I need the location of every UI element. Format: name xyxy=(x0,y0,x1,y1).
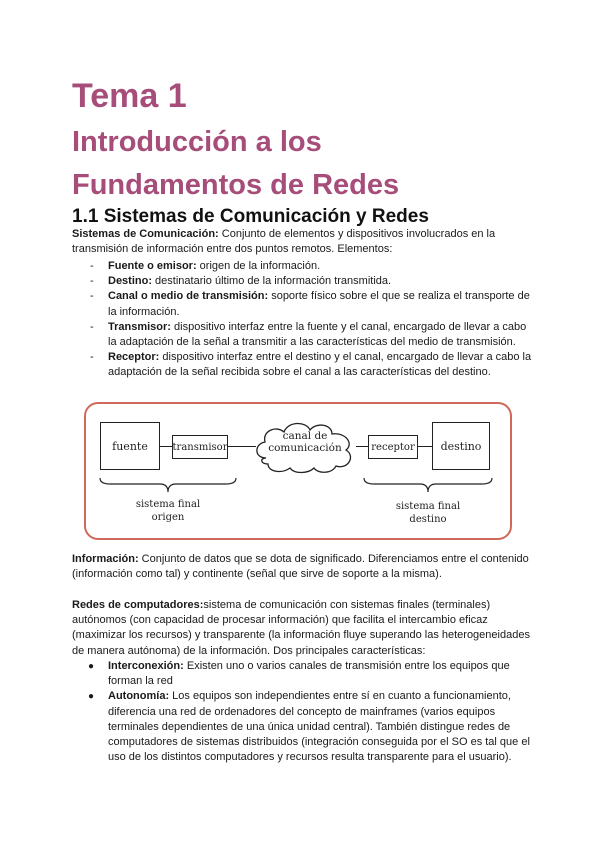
element-term: Fuente o emisor: xyxy=(108,260,197,272)
feature-term: Interconexión: xyxy=(108,660,184,672)
elements-list xyxy=(72,259,532,381)
canal-line-1: canal de xyxy=(282,430,328,442)
destino-brace-icon xyxy=(362,476,494,496)
redes-term: Redes de computadores: xyxy=(72,599,204,611)
bullet-marker: ● xyxy=(88,691,95,703)
destino-line-2: destino xyxy=(409,514,447,525)
destino-caption xyxy=(388,500,468,526)
dash-marker: - xyxy=(90,290,94,303)
transmisor-box xyxy=(172,435,228,459)
transmisor-label: transmisor xyxy=(172,441,228,453)
document-title: Tema 1 xyxy=(72,77,187,115)
element-term: Canal o medio de transmisión: xyxy=(108,290,269,303)
document-subtitle xyxy=(72,121,532,207)
list-item xyxy=(72,274,532,289)
informacion-text: Conjunto de datos que se dota de significado. Diferenciamos entre el contenido (información como tal) y continente (señal que sirve de soporte a la misma). xyxy=(72,553,529,581)
element-text: soporte físico sobre el que se realiza el transporte de la información. xyxy=(108,290,530,318)
origen-brace-icon xyxy=(98,476,238,496)
list-item xyxy=(72,289,532,319)
destino-box xyxy=(432,422,490,470)
sistemas-term: Sistemas de Comunicación: xyxy=(72,228,219,240)
subtitle-line-1: Introducción a los xyxy=(72,126,322,158)
feature-text: Existen uno o varios canales de transmisión entre los equipos que forman la red xyxy=(108,660,510,688)
dash-marker: - xyxy=(90,260,94,272)
dash-marker: - xyxy=(90,351,94,364)
element-text: dispositivo interfaz entre la fuente y el canal, encargado de llevar a cabo la adaptación de la señal a transmitir a las características del medio de transmisión. xyxy=(108,320,527,349)
section-heading: 1.1 Sistemas de Comunicación y Redes xyxy=(72,206,429,227)
sistemas-paragraph xyxy=(72,227,532,257)
origen-line-1: sistema final xyxy=(135,499,201,510)
list-item xyxy=(72,659,532,689)
informacion-term: Información: xyxy=(72,553,139,565)
element-term: Receptor: xyxy=(108,351,160,364)
fuente-box xyxy=(100,422,160,470)
element-text: dispositivo interfaz entre el destino y el canal, encargado de llevar a cabo la adaptación de la señal recibida sobre el canal a las características del destino. xyxy=(108,351,532,379)
feature-text: Los equipos son independientes entre sí en cuanto a funcionamiento, diferencia una red de ordenadores del concepto de mainframes (varios equipos terminales dependientes de una única unidad central). También distingue redes de computadores de sistemas distribuidos (integración conseguida por el SO es tal que el uso de los distintos computadores y recursos resulta transparente para el usuario). xyxy=(108,690,530,764)
dash-marker: - xyxy=(90,320,94,333)
element-text: destinatario último de la información transmitida. xyxy=(152,275,392,288)
canal-label xyxy=(264,430,346,454)
list-item xyxy=(72,689,532,765)
fuente-label: fuente xyxy=(112,439,148,453)
redes-text: sistema de comunicación con sistemas finales (terminales) autónomos (con capacidad de procesar información) que facilita el intercambio eficaz (maximizar los recursos) y transparente (la información fluye superando las heterogeneidades de manera autónoma) de la información. Dos principales características: xyxy=(72,599,530,657)
dash-marker: - xyxy=(90,275,94,288)
list-item xyxy=(72,259,532,274)
list-item xyxy=(72,320,532,350)
destino-line-1: sistema final xyxy=(395,501,461,512)
bullet-marker: ● xyxy=(88,661,95,672)
canal-line-2: comunicación xyxy=(268,442,342,454)
receptor-label: receptor xyxy=(371,441,415,453)
list-item xyxy=(72,350,532,380)
features-list xyxy=(72,659,532,765)
connector-line xyxy=(356,446,368,447)
informacion-paragraph xyxy=(72,552,532,582)
element-term: Destino: xyxy=(108,275,152,288)
origen-line-2: origen xyxy=(151,512,185,523)
connector-line xyxy=(160,446,172,447)
sistemas-text: Conjunto de elementos y dispositivos involucrados en la transmisión de información entre dos puntos remotos. Elementos: xyxy=(72,228,496,256)
subtitle-line-2: Fundamentos de Redes xyxy=(72,169,400,201)
element-term: Transmisor: xyxy=(108,320,171,333)
communication-system-diagram xyxy=(84,402,512,540)
destino-label: destino xyxy=(440,439,482,453)
element-text: origen de la información. xyxy=(196,260,321,272)
feature-term: Autonomía: xyxy=(108,690,170,703)
redes-paragraph xyxy=(72,598,532,659)
receptor-box xyxy=(368,435,418,459)
connector-line xyxy=(418,446,432,447)
origen-caption xyxy=(128,498,208,524)
